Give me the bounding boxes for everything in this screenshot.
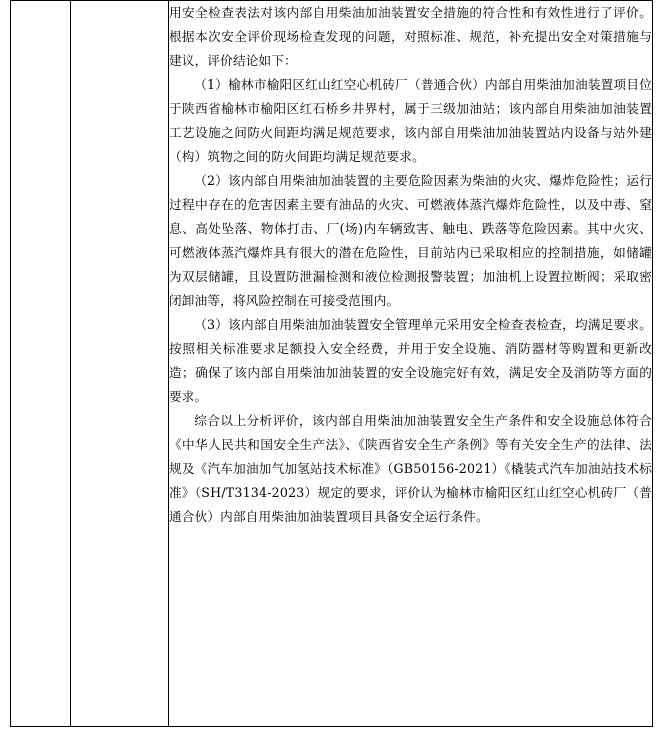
paragraph-item-3: （3）该内部自用柴油加油装置安全管理单元采用安全检查表检查，均满足要求。按照相关标准要求足额投入安全经费，并用于安全设施、消防器材等购置和更新改造；确保了该内部自用柴油加油装置的安全设施完好有效，满足安全及消防等方面的要求。 [169,317,652,404]
table-row [11,1,653,727]
paragraph-item-1: （1）榆林市榆阳区红山红空心机砖厂（普通合伙）内部自用柴油加油装置项目位于陕西省榆林市榆阳区红石桥乡井界村，属于三级加油站；该内部自用柴油加油装置工艺设施之间防火间距均满足规范要求，该内部自用柴油加油装置站内设备与站外建（构）筑物之间的防火间距均满足规范要求。 [169,77,652,164]
paragraph-summary: 综合以上分析评价，该内部自用柴油加油装置安全生产条件和安全设施总体符合《中华人民共和国安全生产法》、《陕西省安全生产条例》等有关安全生产的法律、法规及《汽车加油加气加氢站技术标准》（GB50156-2021）《橇装式汽车加油站技术标准》（SH/T3134-2023）规定的要求，评价认为榆林市榆阳区红山红空心机砖厂（普通合伙）内部自用柴油加油装置项目具备安全运行条件。 [169,413,652,524]
table-cell-empty-second [71,1,169,727]
table-cell-empty-first [11,1,71,727]
evaluation-conclusion-text [169,1,652,529]
paragraph-intro: 用安全检查表法对该内部自用柴油加油装置安全措施的符合性和有效性进行了评价。根据本次安全评价现场检查发现的问题，对照标准、规范，补充提出安全对策措施与建议，评价结论如下： [169,5,652,68]
table-cell-content [169,1,653,727]
paragraph-item-2: （2）该内部自用柴油加油装置的主要危险因素为柴油的火灾、爆炸危险性；运行过程中存在的危害因素主要有油品的火灾、可燃液体蒸汽爆炸危险性，以及中毒、窒息、高处坠落、物体打击、厂(场)内车辆致害、触电、跌落等危险因素。其中火灾、可燃液体蒸汽爆炸具有很大的潜在危险性，目前站内已采取相应的控制措施，如储罐为双层储罐，且设置防泄漏检测和液位检测报警装置；加油机上设置拉断阀；采取密闭卸油等，将风险控制在可接受范围内。 [169,173,652,308]
evaluation-table [10,0,653,727]
